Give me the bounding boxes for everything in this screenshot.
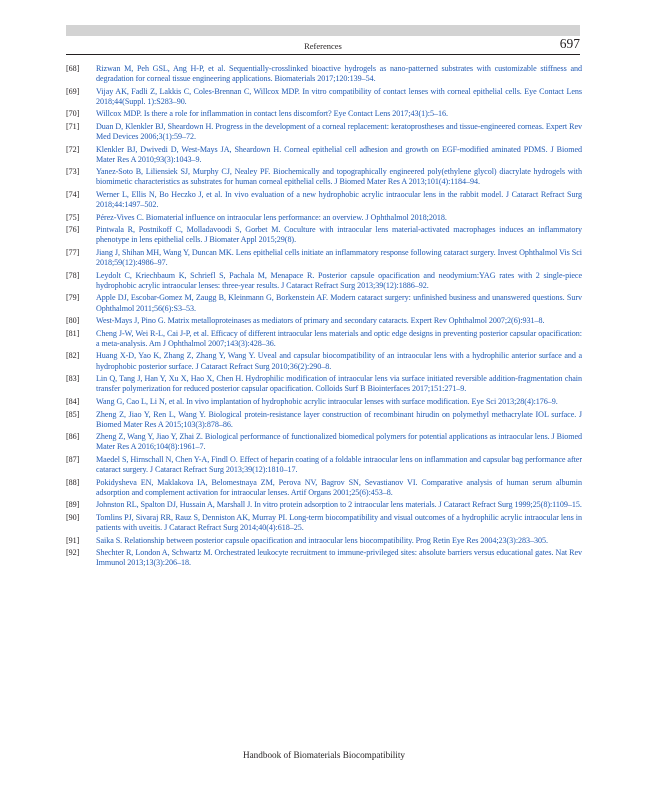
reference-number: [81]	[66, 328, 80, 338]
reference-number: [69]	[66, 86, 80, 96]
reference-item	[66, 167, 582, 187]
reference-link[interactable]: Apple DJ, Escobar-Gomez M, Zaugg B, Kleinmann G, Borkenstein AF. Modern cataract surgery: unfinished business and unanswered questions. Surv Ophthalmol 2011;56(6):S3–53.	[96, 293, 582, 313]
reference-link[interactable]: Lin Q, Tang J, Han Y, Xu X, Hao X, Chen H. Hydrophilic modification of intraocular lens via surface initiated reversible addition-fragmentation chain transfer polymerization for reduced posterior capsular opacification. Colloids Surf B Biointerfaces 2017;151:271–9.	[96, 374, 582, 394]
reference-link[interactable]: Cheng J-W, Wei R-L, Cai J-P, et al. Efficacy of different intraocular lens materials and optic edge designs in preventing posterior capsular opacification: a meta-analysis. Am J Ophthalmol 2007;143(3):428–36.	[96, 328, 582, 348]
reference-number: [79]	[66, 293, 80, 303]
reference-link[interactable]: Leydolt C, Kriechbaum K, Schriefl S, Pachala M, Menapace R. Posterior capsule opacification and neodymium:YAG rates with 2 single-piece hydrophobic acrylic intraocular lenses: three-year results. J Cataract Refract Surg 2013;39(12):1886–92.	[96, 270, 582, 290]
reference-link[interactable]: Vijay AK, Fadli Z, Lakkis C, Coles-Brennan C, Willcox MDP. In vitro compatibility of contact lenses with corneal epithelial cells. Eye Contact Lens 2018;44(Suppl. 1):S283–90.	[96, 86, 582, 106]
reference-link[interactable]: Pérez-Vives C. Biomaterial influence on intraocular lens performance: an overview. J Ophthalmol 2018;2018.	[96, 212, 447, 222]
reference-number: [89]	[66, 500, 80, 510]
reference-number: [73]	[66, 167, 80, 177]
reference-link[interactable]: Jiang J, Shihan MH, Wang Y, Duncan MK. Lens epithelial cells initiate an inflammatory response following cataract surgery. Invest Ophthalmol Vis Sci 2018;59(12):4986–97.	[96, 248, 582, 268]
reference-number: [75]	[66, 212, 80, 222]
reference-item	[66, 122, 582, 142]
reference-item	[66, 478, 582, 498]
reference-link[interactable]: Wang G, Cao L, Li N, et al. In vivo implantation of hydrophobic acrylic intraocular lenses with surface modification. Eye Sci 2013;28(4):176–9.	[96, 396, 558, 406]
reference-item	[66, 271, 582, 291]
reference-item	[66, 190, 582, 210]
reference-link[interactable]: Shechter R, London A, Schwartz M. Orchestrated leukocyte recruitment to immune-privileged sites: absolute barriers versus educational gates. Nat Rev Immunol 2013;13(3):206–18.	[96, 548, 582, 568]
reference-item	[66, 410, 582, 430]
reference-number: [76]	[66, 225, 80, 235]
reference-item	[66, 351, 582, 371]
reference-link[interactable]: Saika S. Relationship between posterior capsule opacification and intraocular lens biocompatibility. Prog Retin Eye Res 2004;23(3):283–305.	[96, 535, 548, 545]
reference-item	[66, 248, 582, 268]
reference-number: [84]	[66, 396, 80, 406]
reference-number: [91]	[66, 535, 80, 545]
running-head	[66, 36, 580, 55]
reference-number: [87]	[66, 454, 80, 464]
reference-link[interactable]: Johnston RL, Spalton DJ, Hussain A, Marshall J. In vitro protein adsorption to 2 intraocular lens materials. J Cataract Refract Surg 1999;25(8):1109–15.	[96, 500, 582, 510]
reference-link[interactable]: Duan D, Klenkler BJ, Sheardown H. Progress in the development of a corneal replacement: keratoprostheses and tissue-engineered corneas. Expert Rev Med Devices 2006;3(1):59–72.	[96, 122, 582, 142]
reference-number: [74]	[66, 190, 80, 200]
reference-list	[66, 64, 582, 571]
book-title-footer: Handbook of Biomaterials Biocompatibility	[242, 750, 406, 760]
reference-number: [83]	[66, 374, 80, 384]
reference-number: [68]	[66, 64, 80, 73]
reference-item	[66, 397, 582, 407]
reference-number: [70]	[66, 109, 80, 119]
reference-link[interactable]: Klenkler BJ, Dwivedi D, West-Mays JA, Sheardown H. Corneal epithelial cell adhesion and growth on EGF-modified aminated PDMS. J Biomed Mater Res A 2010;93(3):1043–9.	[96, 144, 582, 164]
reference-link[interactable]: Werner L, Ellis N, Bo Heczko J, et al. In vivo evaluation of a new hydrophobic acrylic intraocular lens in the rabbit model. J Cataract Refract Surg 2018;44:1497–502.	[96, 190, 582, 210]
reference-number: [85]	[66, 409, 80, 419]
reference-item	[66, 432, 582, 452]
reference-item	[66, 536, 582, 546]
reference-number: [77]	[66, 248, 80, 258]
reference-item	[66, 513, 582, 533]
reference-item	[66, 500, 582, 510]
reference-number: [92]	[66, 548, 80, 558]
reference-link[interactable]: Rizwan M, Peh GSL, Ang H-P, et al. Sequentially-crosslinked bioactive hydrogels as nano-patterned substrates with customizable stiffness and degradation for corneal tissue engineering applications. Biomaterials 2017;120:139–54.	[96, 64, 582, 84]
reference-number: [71]	[66, 122, 80, 132]
reference-item	[66, 213, 582, 223]
reference-link[interactable]: Pintwala R, Postnikoff C, Molladavoodi S, Gorbet M. Coculture with intraocular lens material-activated macrophages induces an inflammatory phenotype in lens epithelial cells. J Biomater Appl 2015;29(8).	[96, 225, 582, 245]
reference-item	[66, 87, 582, 107]
reference-number: [88]	[66, 477, 80, 487]
reference-link[interactable]: Tomlins PJ, Sivaraj RR, Rauz S, Denniston AK, Murray PI. Long-term biocompatibility and visual outcomes of a hydrophilic acrylic intraocular lens in patients with uveitis. J Cataract Refract Surg 2014;40(4):618–25.	[96, 512, 582, 532]
reference-item	[66, 64, 582, 84]
header-bar	[66, 25, 580, 36]
reference-item	[66, 548, 582, 568]
reference-link[interactable]: Huang X-D, Yao K, Zhang Z, Zhang Y, Wang Y. Uveal and capsular biocompatibility of an intraocular lens with a hydrophilic anterior surface and a hydrophobic posterior surface. J Cataract Refract Surg 2010;36(2):290–8.	[96, 351, 582, 371]
reference-number: [72]	[66, 144, 80, 154]
reference-item	[66, 109, 582, 119]
reference-item	[66, 293, 582, 313]
reference-link[interactable]: Zheng Z, Wang Y, Jiao Y, Zhai Z. Biological performance of functionalized biomedical polymers for potential applications as intraocular lens. J Biomed Mater Res A 2016;104(8):1961–7.	[96, 432, 582, 452]
reference-item	[66, 329, 582, 349]
reference-link[interactable]: Willcox MDP. Is there a role for inflammation in contact lens discomfort? Eye Contact Lens 2017;43(1):5–16.	[96, 109, 448, 119]
reference-item	[66, 374, 582, 394]
reference-number: [86]	[66, 432, 80, 442]
reference-number: [82]	[66, 351, 80, 361]
running-title: References	[304, 41, 342, 51]
reference-item	[66, 145, 582, 165]
reference-item	[66, 316, 582, 326]
reference-item	[66, 455, 582, 475]
reference-link[interactable]: West-Mays J, Pino G. Matrix metalloproteinases as mediators of primary and secondary cataracts. Expert Rev Ophthalmol 2007;2(6):931–8.	[96, 316, 545, 326]
reference-item	[66, 225, 582, 245]
reference-number: [80]	[66, 316, 80, 326]
reference-number: [78]	[66, 270, 80, 280]
reference-number: [90]	[66, 512, 80, 522]
reference-link[interactable]: Pokidysheva EN, Maklakova IA, Belomestnaya ZM, Perova NV, Bagrov SN, Sevastianov VI. Comparative analysis of human serum albumin adsorption and complement activation for intraocular lenses. Artif Organs 2001;25(6):453–8.	[96, 477, 582, 497]
reference-link[interactable]: Maedel S, Hirnschall N, Chen Y-A, Findl O. Effect of heparin coating of a foldable intraocular lens on inflammation and capsular bag performance after cataract surgery. J Cataract Refract Surg 2013;39(12):1810–17.	[96, 454, 582, 474]
reference-link[interactable]: Zheng Z, Jiao Y, Ren L, Wang Y. Biological protein-resistance layer construction of recombinant hirudin on polymethyl methacrylate IOL surface. J Biomed Mater Res A 2015;103(3):878–86.	[96, 409, 582, 429]
page-number: 697	[559, 36, 580, 51]
reference-link[interactable]: Yanez-Soto B, Liliensiek SJ, Murphy CJ, Nealey PF. Biochemically and topographically engineered poly(ethylene glycol) diacrylate hydrogels with biomimetic characteristics as substrates for human corneal epithelial cells. J Biomed Mater Res A 2013;101(4):1184–94.	[96, 167, 582, 187]
